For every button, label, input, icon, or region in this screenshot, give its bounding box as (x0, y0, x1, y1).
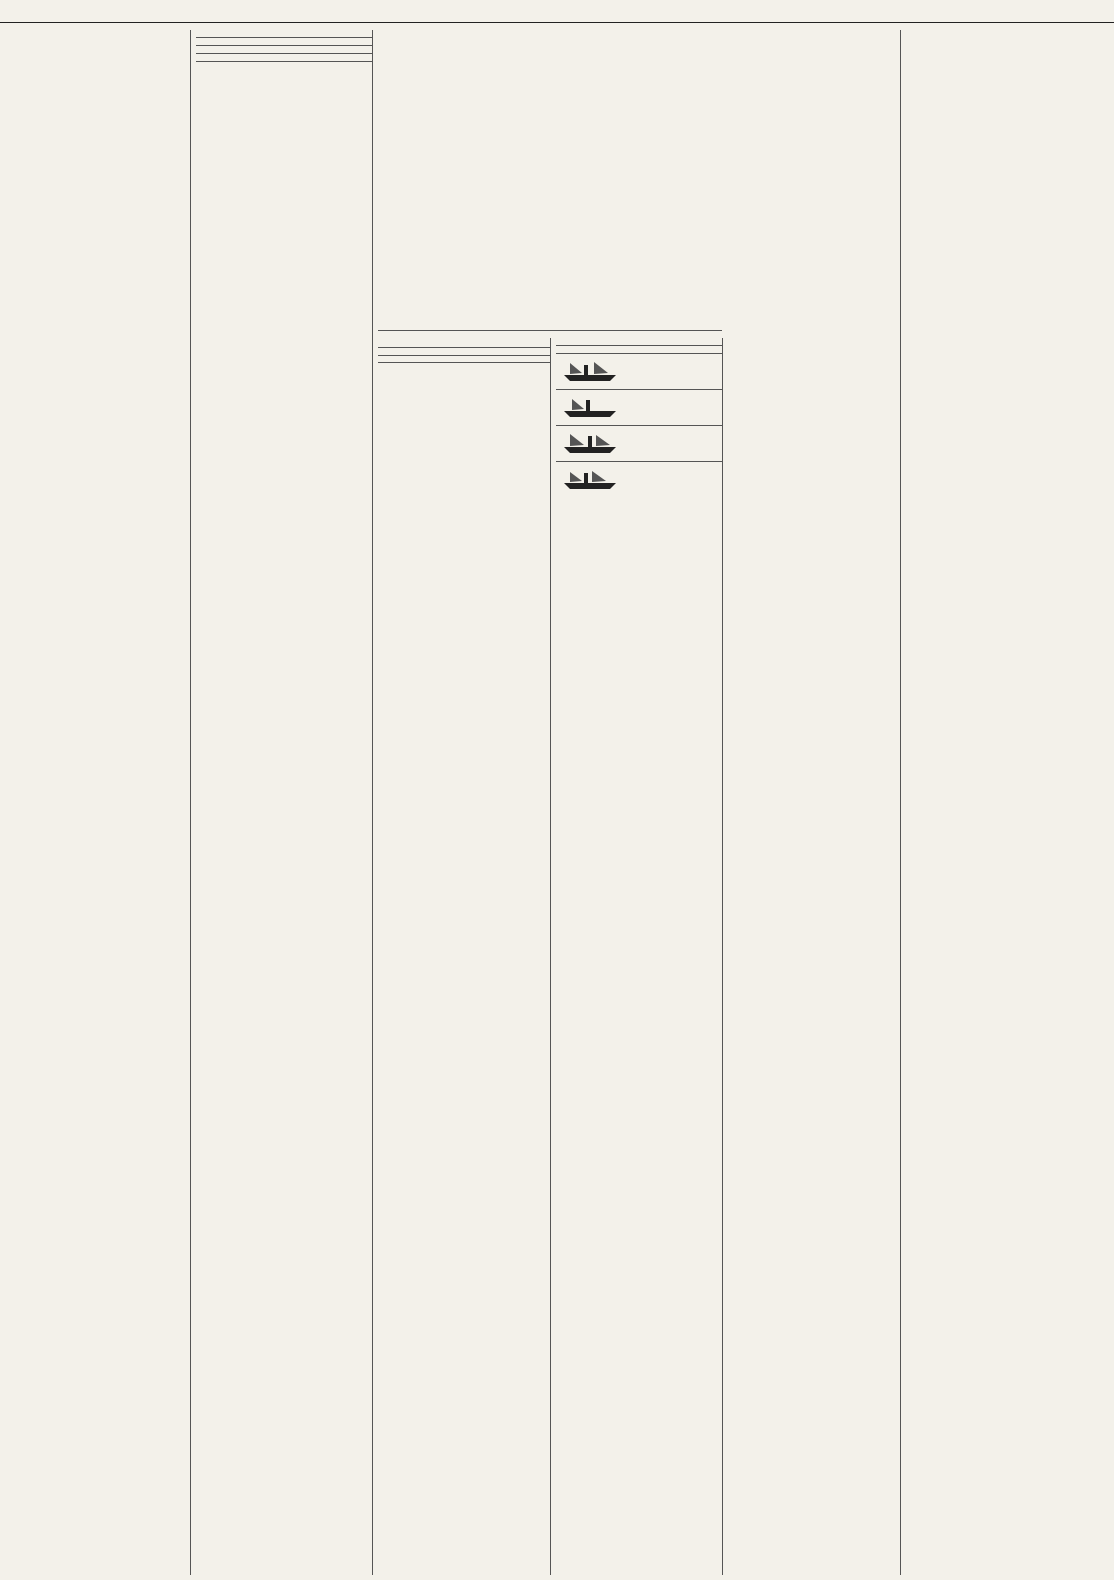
board-advertisement (196, 62, 372, 68)
remnants-advertisement (378, 348, 550, 356)
artillery-advertisement (196, 54, 372, 62)
smith-advertisement (196, 38, 372, 46)
price-column-dresses (495, 36, 606, 38)
column-5 (728, 30, 901, 1575)
steamship-icon (558, 395, 720, 419)
hoby-advertisement (378, 356, 550, 363)
nzsc-advertisement (556, 462, 722, 497)
firewood-advertisement (196, 46, 372, 54)
column-6 (906, 30, 1110, 1575)
column-4 (556, 338, 723, 1575)
auction-sale-advertisement (556, 346, 722, 354)
steamship-icon (558, 359, 720, 383)
steamship-icon (558, 431, 720, 455)
column-2 (196, 30, 373, 1575)
mcmeckan-advertisement (556, 390, 722, 426)
hodder-advertisement (196, 30, 372, 38)
price-column-mantles (611, 36, 722, 38)
takaka-advertisement (556, 338, 722, 346)
wilkins-advertisement (378, 338, 550, 348)
column-3 (378, 338, 551, 1575)
direct-communication-advertisement (556, 354, 722, 390)
price-column-drapery (378, 36, 489, 38)
wakatu-advertisement (378, 363, 550, 370)
column-1 (4, 30, 191, 1575)
anchor-line-advertisement (556, 426, 722, 462)
masthead (0, 0, 1114, 23)
manson-price-list (378, 30, 722, 331)
steamship-icon (558, 467, 720, 491)
manson-price-grid (378, 36, 722, 38)
